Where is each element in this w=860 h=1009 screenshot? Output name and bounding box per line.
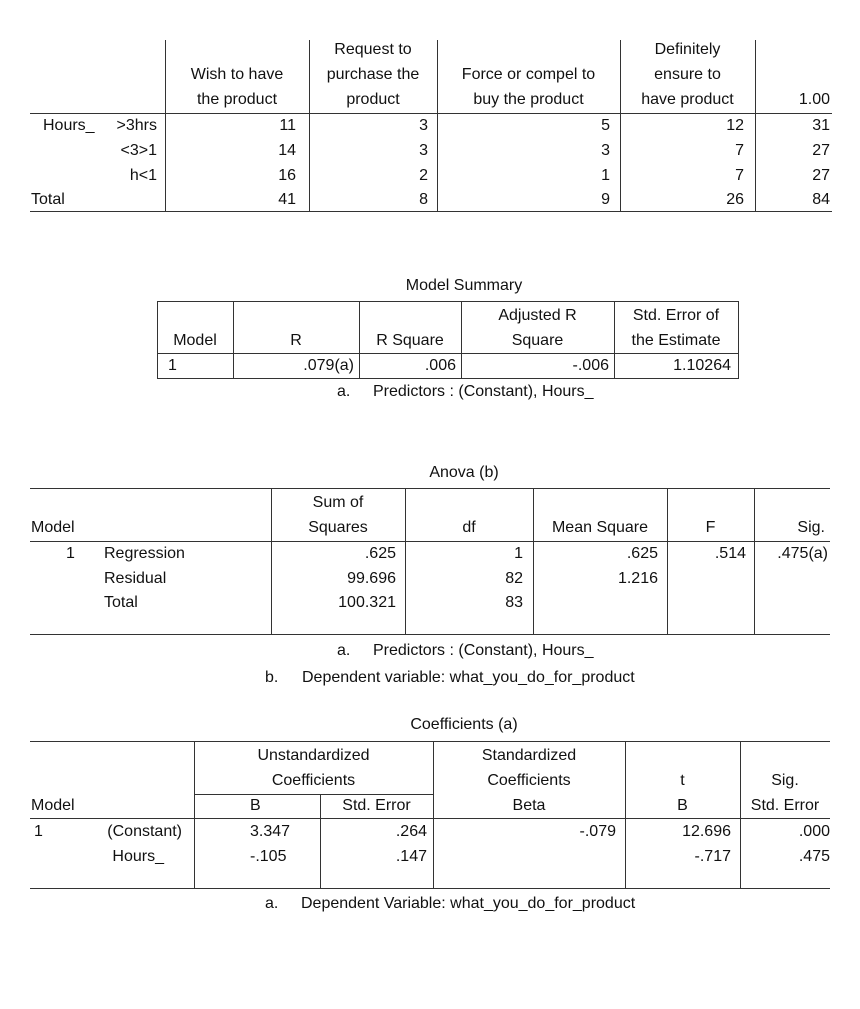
coefficients-subheader: Std. Error xyxy=(750,797,820,814)
crosstab-vline xyxy=(437,40,438,212)
coefficients-title: Coefficients (a) xyxy=(410,716,518,733)
coefficients-cell: 12.696 xyxy=(682,823,731,840)
anova-cell: 1 xyxy=(514,545,523,562)
coefficients-group-header: Coefficients xyxy=(271,772,356,789)
anova-row-label: Regression xyxy=(104,545,185,562)
model-summary-cell: -.006 xyxy=(572,357,609,374)
crosstab-cell: 2 xyxy=(419,167,428,184)
crosstab-total-cell: 84 xyxy=(812,191,830,208)
model-summary-header: R xyxy=(290,332,302,349)
model-summary-cell: .079(a) xyxy=(303,357,354,374)
coefficients-subheader: B xyxy=(250,797,261,814)
anova-cell: .625 xyxy=(364,545,396,562)
crosstab-vline xyxy=(620,40,621,212)
crosstab-header: 1.00 xyxy=(798,91,830,108)
anova-footnote: Predictors : (Constant), Hours_ xyxy=(373,642,594,659)
crosstab-cell: 16 xyxy=(278,167,296,184)
crosstab-vline xyxy=(309,40,310,212)
crosstab-header: Request to xyxy=(334,41,412,58)
model-summary-header: Square xyxy=(511,332,564,349)
crosstab-cell: 1 xyxy=(601,167,610,184)
coefficients-cell: -.079 xyxy=(579,823,616,840)
crosstab-total-cell: 9 xyxy=(601,191,610,208)
model-summary-header: R Square xyxy=(376,332,444,349)
anova-header: Squares xyxy=(308,519,368,536)
model-summary-header: Adjusted R xyxy=(498,307,577,324)
crosstab-cell: 5 xyxy=(601,117,610,134)
coefficients-cell: .000 xyxy=(798,823,830,840)
model-summary-header: Model xyxy=(173,332,217,349)
anova-vline xyxy=(533,488,534,634)
crosstab-header: the product xyxy=(196,91,278,108)
coefficients-sig-header: Sig. xyxy=(771,772,799,789)
crosstab-total-label: Total xyxy=(31,191,65,208)
coefficients-group-header: Standardized xyxy=(481,747,577,764)
anova-header: Sig. xyxy=(797,519,825,536)
crosstab-cell: 12 xyxy=(726,117,744,134)
model-summary-hline xyxy=(157,301,739,302)
coefficients-footnote-marker: a. xyxy=(265,895,279,912)
crosstab-header: buy the product xyxy=(473,91,584,108)
crosstab-header: purchase the xyxy=(326,66,420,83)
model-summary-footnote: Predictors : (Constant), Hours_ xyxy=(373,383,594,400)
model-summary-cell: 1.10264 xyxy=(673,357,731,374)
crosstab-cell: 3 xyxy=(601,142,610,159)
crosstab-cell: 3 xyxy=(419,142,428,159)
anova-cell: 100.321 xyxy=(338,594,396,611)
crosstab-cell: 7 xyxy=(735,167,744,184)
model-summary-hline xyxy=(157,378,739,379)
coefficients-cell: .264 xyxy=(395,823,427,840)
model-summary-hline xyxy=(157,353,739,354)
anova-cell: .625 xyxy=(626,545,658,562)
crosstab-row-label: <3>1 xyxy=(120,142,157,159)
coefficients-model-label: Model xyxy=(31,797,75,814)
model-summary-header: Std. Error of xyxy=(632,307,720,324)
anova-title: Anova (b) xyxy=(429,464,499,481)
crosstab-cell: 31 xyxy=(812,117,830,134)
coefficients-hline xyxy=(30,888,830,889)
anova-hline xyxy=(30,541,830,542)
anova-header: F xyxy=(705,519,716,536)
coefficients-subheader: B xyxy=(677,797,688,814)
crosstab-total-cell: 26 xyxy=(726,191,744,208)
crosstab-vline xyxy=(165,40,166,212)
crosstab-cell: 27 xyxy=(812,142,830,159)
coefficients-cell: .147 xyxy=(395,848,427,865)
coefficients-cell: .475 xyxy=(798,848,830,865)
crosstab-cell: 11 xyxy=(279,117,296,134)
crosstab-cell: 27 xyxy=(812,167,830,184)
anova-hline xyxy=(30,488,830,489)
anova-header: df xyxy=(462,519,476,536)
crosstab-header: Wish to have xyxy=(190,66,284,83)
coefficients-subheader: Beta xyxy=(512,797,546,814)
anova-footnote-marker: b. xyxy=(265,669,279,686)
anova-row-label: Residual xyxy=(104,570,167,587)
coefficients-row-label: Hours_ xyxy=(112,848,164,865)
anova-footnote: Dependent variable: what_you_do_for_product xyxy=(302,669,635,686)
anova-model-label: Model xyxy=(31,519,75,536)
coefficients-group-header: Coefficients xyxy=(487,772,571,789)
crosstab-row-group: Hours_ xyxy=(43,117,95,134)
anova-cell: 1.216 xyxy=(617,570,658,587)
model-summary-vline xyxy=(738,301,739,378)
anova-vline xyxy=(667,488,668,634)
model-summary-header: the Estimate xyxy=(631,332,721,349)
crosstab-total-cell: 8 xyxy=(419,191,428,208)
coefficients-hline xyxy=(30,818,830,819)
coefficients-cell: -.105 xyxy=(250,848,287,865)
crosstab-header: have product xyxy=(641,91,734,108)
anova-cell: .475(a) xyxy=(777,545,828,562)
model-summary-cell: 1 xyxy=(168,357,177,374)
crosstab-header: Force or compel to xyxy=(461,66,596,83)
anova-hline xyxy=(30,634,830,635)
anova-model-number: 1 xyxy=(66,545,75,562)
crosstab-hline xyxy=(30,211,832,212)
anova-cell: .514 xyxy=(714,545,746,562)
anova-cell: 83 xyxy=(505,594,523,611)
crosstab-header: ensure to xyxy=(654,66,721,83)
anova-vline xyxy=(405,488,406,634)
anova-header: Mean Square xyxy=(551,519,649,536)
anova-cell: 99.696 xyxy=(347,570,396,587)
coefficients-model-number: 1 xyxy=(34,823,43,840)
crosstab-vline xyxy=(755,40,756,212)
anova-vline xyxy=(754,488,755,634)
coefficients-subheader: Std. Error xyxy=(342,797,411,814)
anova-header: Sum of xyxy=(312,494,364,511)
coefficients-hline xyxy=(30,741,830,742)
crosstab-row-label: h<1 xyxy=(129,167,157,184)
coefficients-row-label: (Constant) xyxy=(107,823,182,840)
coefficients-hline xyxy=(194,794,434,795)
crosstab-header: product xyxy=(346,91,400,108)
anova-footnote-marker: a. xyxy=(337,642,351,659)
crosstab-header: Definitely xyxy=(654,41,721,58)
crosstab-cell: 7 xyxy=(735,142,744,159)
crosstab-hline xyxy=(30,113,832,114)
coefficients-cell: -.717 xyxy=(694,848,731,865)
coefficients-t-header: t xyxy=(680,772,685,789)
model-summary-title: Model Summary xyxy=(405,277,523,294)
model-summary-footnote-marker: a. xyxy=(337,383,351,400)
coefficients-cell: 3.347 xyxy=(250,823,291,840)
crosstab-total-cell: 41 xyxy=(278,191,296,208)
anova-cell: 82 xyxy=(505,570,523,587)
coefficients-footnote: Dependent Variable: what_you_do_for_product xyxy=(301,895,636,912)
crosstab-cell: 3 xyxy=(419,117,428,134)
coefficients-group-header: Unstandardized xyxy=(257,747,370,764)
crosstab-cell: 14 xyxy=(278,142,296,159)
anova-row-label: Total xyxy=(104,594,138,611)
crosstab-row-label: >3hrs xyxy=(116,117,157,134)
model-summary-cell: .006 xyxy=(424,357,456,374)
